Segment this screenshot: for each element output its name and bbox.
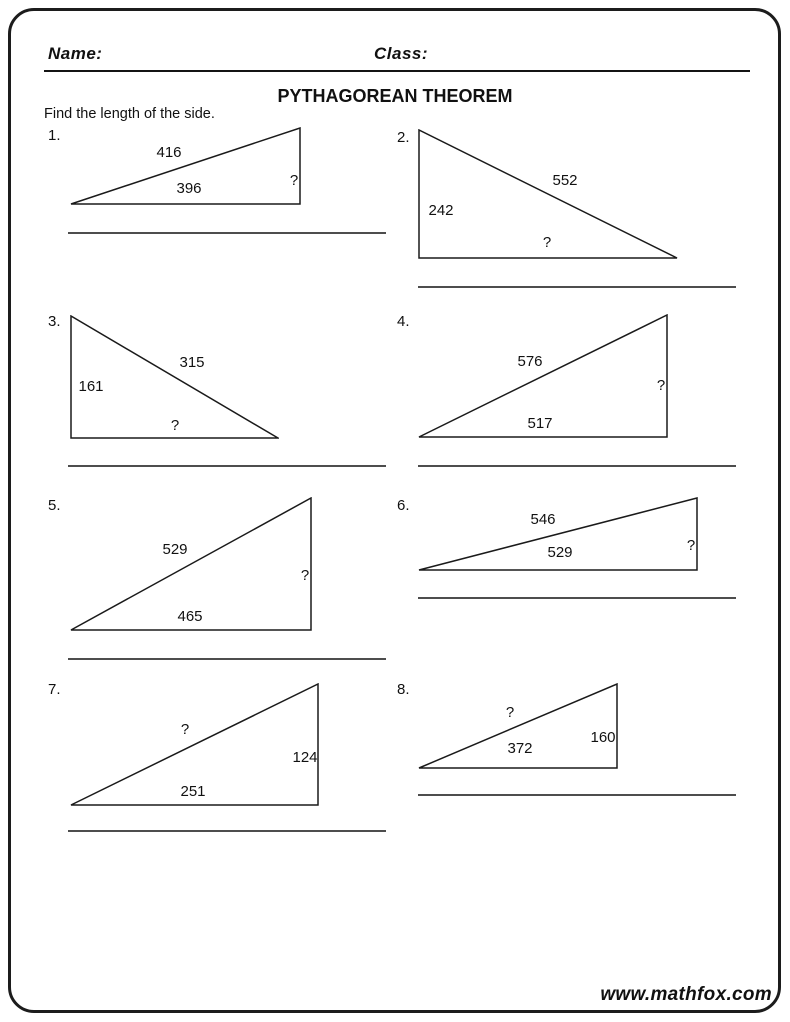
problem-7-triangle <box>70 683 319 806</box>
vertical-side-label: ? <box>686 537 696 554</box>
instruction-text: Find the length of the side. <box>44 106 215 122</box>
hypotenuse-label: 529 <box>162 541 188 558</box>
worksheet-title: PYTHAGOREAN THEOREM <box>277 86 513 106</box>
name-label: Name: <box>48 44 103 63</box>
problem-2-triangle <box>418 129 678 259</box>
base-label: 396 <box>176 180 202 197</box>
vertical-side-label: 242 <box>428 202 454 219</box>
base-label: 465 <box>177 608 203 625</box>
problem-1-triangle <box>70 127 301 205</box>
vertical-side-label: ? <box>289 172 299 189</box>
problem-7-number: 7. <box>48 681 61 698</box>
problem-8-answer-line <box>418 794 736 796</box>
base-label: 517 <box>527 415 553 432</box>
problem-3-answer-line <box>68 465 386 467</box>
problem-3-triangle <box>70 315 279 439</box>
header-rule <box>44 70 750 72</box>
problem-4-triangle <box>418 314 668 438</box>
problem-8-triangle <box>418 683 618 769</box>
hypotenuse-label: 416 <box>156 144 182 161</box>
problem-1-number: 1. <box>48 127 61 144</box>
problem-1-answer-line <box>68 232 386 234</box>
base-label: 251 <box>180 783 206 800</box>
vertical-side-label: 161 <box>78 378 104 395</box>
hypotenuse-label: 552 <box>552 172 578 189</box>
hypotenuse-label: ? <box>505 704 515 721</box>
vertical-side-label: 160 <box>590 729 616 746</box>
base-label: ? <box>170 417 180 434</box>
problem-3-number: 3. <box>48 313 61 330</box>
hypotenuse-label: 546 <box>530 511 556 528</box>
vertical-side-label: ? <box>300 567 310 584</box>
hypotenuse-label: 315 <box>179 354 205 371</box>
base-label: 372 <box>507 740 533 757</box>
problem-7-answer-line <box>68 830 386 832</box>
problem-2-number: 2. <box>397 129 410 146</box>
problem-6-answer-line <box>418 597 736 599</box>
vertical-side-label: ? <box>656 377 666 394</box>
base-label: ? <box>542 234 552 251</box>
problem-6-number: 6. <box>397 497 410 514</box>
problem-2-answer-line <box>418 286 736 288</box>
problem-5-answer-line <box>68 658 386 660</box>
problem-5-number: 5. <box>48 497 61 514</box>
hypotenuse-label: 576 <box>517 353 543 370</box>
problem-6-triangle <box>418 497 698 571</box>
problem-5-triangle <box>70 497 312 631</box>
vertical-side-label: 124 <box>292 749 318 766</box>
problem-4-number: 4. <box>397 313 410 330</box>
footer-url: www.mathfox.com <box>600 984 772 1005</box>
problem-8-number: 8. <box>397 681 410 698</box>
problem-4-answer-line <box>418 465 736 467</box>
base-label: 529 <box>547 544 573 561</box>
hypotenuse-label: ? <box>180 721 190 738</box>
class-label: Class: <box>374 44 429 63</box>
